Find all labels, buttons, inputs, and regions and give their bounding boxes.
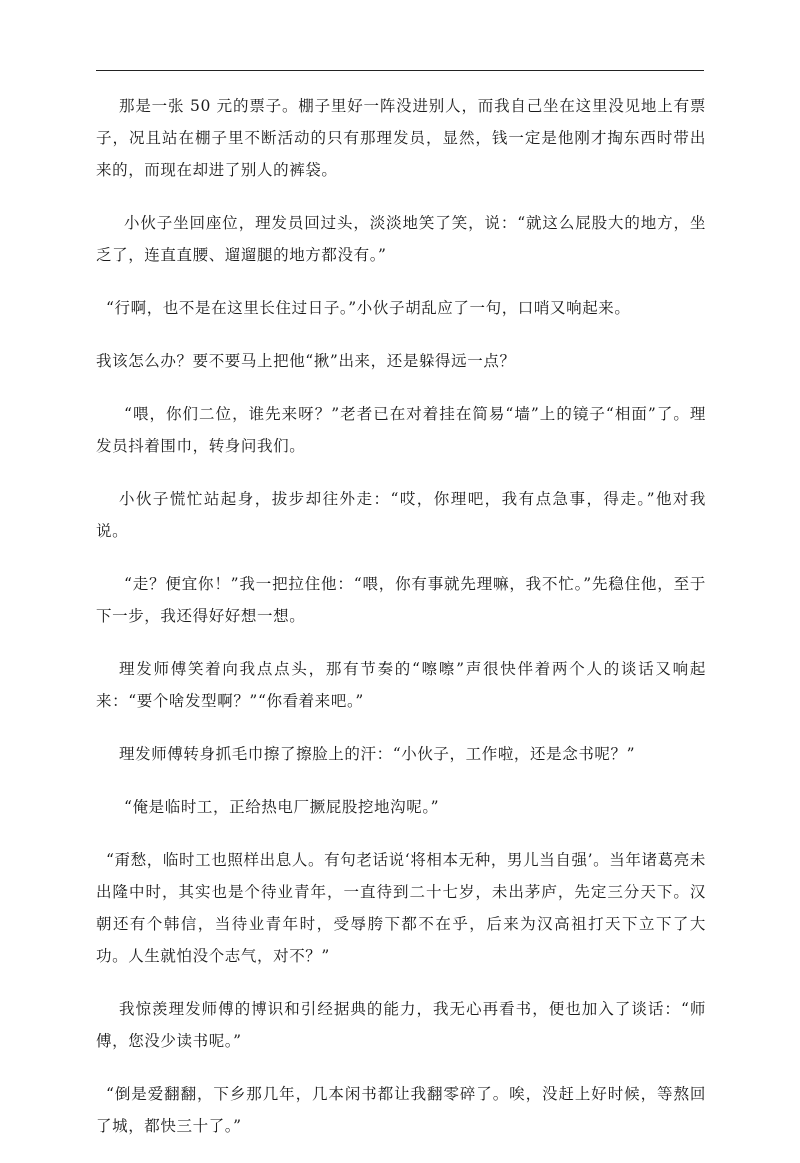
paragraph: 我惊羡理发师傅的博识和引经据典的能力，我无心再看书，便也加入了谈话：“师傅，您没少读书呢。” bbox=[96, 1000, 706, 1050]
paragraph: “行啊，也不是在这里长住过日子。”小伙子胡乱应了一句，口哨又响起来。 bbox=[106, 299, 631, 317]
paragraph: 小伙子坐回座位，理发员回过头，淡淡地笑了笑，说：“就这么屁股大的地方，坐乏了，连直直腰、遛遛腿的地方都没有。” bbox=[96, 214, 706, 264]
paragraph: 我该怎么办？要不要马上把他“揪”出来，还是躲得远一点？ bbox=[96, 352, 516, 370]
paragraph: “喂，你们二位，谁先来呀？”老者已在对着挂在简易“墙”上的镜子“相面”了。理发员抖着围巾，转身问我们。 bbox=[96, 405, 706, 455]
paragraph: 那是一张 50 元的票子。棚子里好一阵没进别人，而我自己坐在这里没见地上有票子，况且站在棚子里不断活动的只有那理发员，显然，钱一定是他刚才掏东西时带出来的，而现在却进了别人的裤袋。 bbox=[96, 97, 706, 179]
paragraph: “倒是爱翻翻，下乡那几年，几本闲书都让我翻零碎了。唉，没赶上好时候，等熬回了城，都快三十了。” bbox=[96, 1085, 706, 1135]
paragraph: “甭愁，临时工也照样出息人。有句老话说‘将相本无种，男儿当自强’。当年诸葛亮未出隆中时，其实也是个待业青年，一直待到二十七岁，未出茅庐，先定三分天下。汉朝还有个韩信，当待业青年时，受辱胯下都不在乎，后来为汉高祖打天下立下了大功。人生就怕没个志气，对不？” bbox=[96, 851, 706, 965]
paragraph: “走？便宜你！”我一把拉住他：“喂，你有事就先理嘛，我不忙。”先稳住他，至于下一步，我还得好好想一想。 bbox=[96, 575, 706, 625]
paragraph: “俺是临时工，正给热电厂撅屁股挖地沟呢。” bbox=[124, 798, 440, 816]
document-body bbox=[96, 90, 706, 1163]
paragraph: 理发师傅转身抓毛巾擦了擦脸上的汗：“小伙子，工作啦，还是念书呢？” bbox=[119, 745, 636, 763]
header-rule bbox=[96, 70, 704, 71]
paragraph: 理发师傅笑着向我点点头，那有节奏的“嚓嚓”声很快伴着两个人的谈话又响起来：“要个啥发型啊？”“你看着来吧。” bbox=[96, 660, 706, 710]
paragraph: 小伙子慌忙站起身，拔步却往外走：“哎，你理吧，我有点急事，得走。”他对我说。 bbox=[96, 490, 706, 540]
